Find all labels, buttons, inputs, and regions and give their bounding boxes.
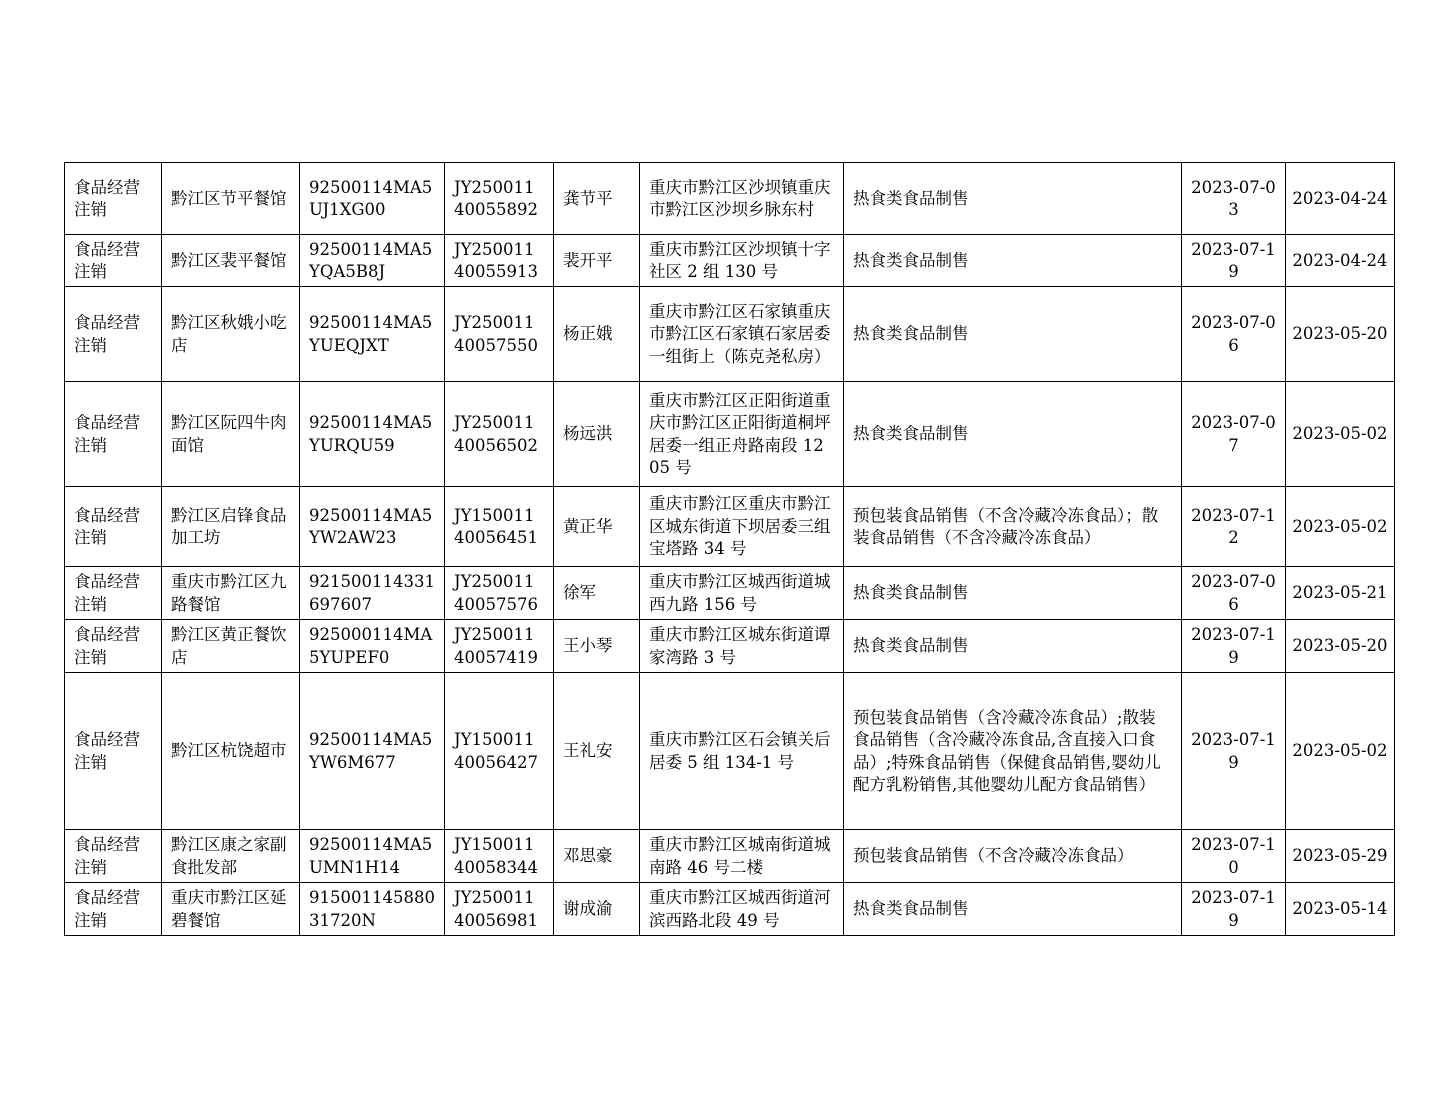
business-name-cell: 黔江区启锋食品加工坊 (162, 487, 300, 567)
business-scope-cell: 热食类食品制售 (844, 163, 1182, 235)
address-cell: 重庆市黔江区城西街道城西九路 156 号 (640, 567, 844, 620)
issue-date-cell: 2023-05-29 (1286, 830, 1395, 883)
business-scope-cell: 预包装食品销售（含冷藏冷冻食品）;散装食品销售（含冷藏冷冻食品,含直接入口食品）;特殊食品销售（保健食品销售,婴幼儿配方乳粉销售,其他婴幼儿配方食品销售） (844, 673, 1182, 830)
business-name-cell: 黔江区康之家副食批发部 (162, 830, 300, 883)
responsible-person-cell: 黄正华 (554, 487, 640, 567)
cancel-date-cell: 2023-07-19 (1182, 883, 1286, 936)
license-number-cell: JY15001140056427 (445, 673, 554, 830)
address-cell: 重庆市黔江区石会镇关后居委 5 组 134-1 号 (640, 673, 844, 830)
responsible-person-cell: 杨远洪 (554, 382, 640, 487)
issue-date-cell: 2023-05-20 (1286, 620, 1395, 673)
address-cell: 重庆市黔江区重庆市黔江区城东街道下坝居委三组宝塔路 34 号 (640, 487, 844, 567)
business-scope-cell: 热食类食品制售 (844, 235, 1182, 287)
responsible-person-cell: 裴开平 (554, 235, 640, 287)
record-type-cell: 食品经营注销 (65, 382, 162, 487)
responsible-person-cell: 邓思豪 (554, 830, 640, 883)
record-type-cell: 食品经营注销 (65, 620, 162, 673)
cancel-date-cell: 2023-07-06 (1182, 567, 1286, 620)
license-number-cell: JY25001140056502 (445, 382, 554, 487)
business-scope-cell: 热食类食品制售 (844, 287, 1182, 382)
issue-date-cell: 2023-04-24 (1286, 163, 1395, 235)
table-row (65, 487, 1395, 567)
cancel-date-cell: 2023-07-10 (1182, 830, 1286, 883)
issue-date-cell: 2023-05-21 (1286, 567, 1395, 620)
address-cell: 重庆市黔江区沙坝镇重庆市黔江区沙坝乡脉东村 (640, 163, 844, 235)
record-type-cell: 食品经营注销 (65, 163, 162, 235)
table-row (65, 620, 1395, 673)
responsible-person-cell: 杨正娥 (554, 287, 640, 382)
credit-code-cell: 92500114MA5YUEQJXT (300, 287, 445, 382)
credit-code-cell: 92500114MA5YURQU59 (300, 382, 445, 487)
business-name-cell: 黔江区阮四牛肉面馆 (162, 382, 300, 487)
business-name-cell: 黔江区秋娥小吃店 (162, 287, 300, 382)
record-type-cell: 食品经营注销 (65, 567, 162, 620)
business-name-cell: 重庆市黔江区九路餐馆 (162, 567, 300, 620)
table-row (65, 287, 1395, 382)
records-table-body (65, 163, 1395, 936)
responsible-person-cell: 王礼安 (554, 673, 640, 830)
cancel-date-cell: 2023-07-19 (1182, 673, 1286, 830)
cancel-date-cell: 2023-07-06 (1182, 287, 1286, 382)
address-cell: 重庆市黔江区正阳街道重庆市黔江区正阳街道桐坪居委一组正舟路南段 1205 号 (640, 382, 844, 487)
address-cell: 重庆市黔江区城南街道城南路 46 号二楼 (640, 830, 844, 883)
business-name-cell: 黔江区黄正餐饮店 (162, 620, 300, 673)
address-cell: 重庆市黔江区城东街道谭家湾路 3 号 (640, 620, 844, 673)
business-scope-cell: 预包装食品销售（不含冷藏冷冻食品）；散装食品销售（不含冷藏冷冻食品） (844, 487, 1182, 567)
business-scope-cell: 热食类食品制售 (844, 620, 1182, 673)
responsible-person-cell: 王小琴 (554, 620, 640, 673)
issue-date-cell: 2023-05-14 (1286, 883, 1395, 936)
credit-code-cell: 925000114MA5YUPEF0 (300, 620, 445, 673)
credit-code-cell: 92500114MA5UMN1H14 (300, 830, 445, 883)
business-scope-cell: 热食类食品制售 (844, 567, 1182, 620)
issue-date-cell: 2023-05-02 (1286, 487, 1395, 567)
issue-date-cell: 2023-05-20 (1286, 287, 1395, 382)
table-row (65, 382, 1395, 487)
records-table (64, 162, 1395, 936)
issue-date-cell: 2023-05-02 (1286, 382, 1395, 487)
license-number-cell: JY15001140058344 (445, 830, 554, 883)
address-cell: 重庆市黔江区石家镇重庆市黔江区石家镇石家居委一组街上（陈克尧私房） (640, 287, 844, 382)
responsible-person-cell: 谢成渝 (554, 883, 640, 936)
cancel-date-cell: 2023-07-12 (1182, 487, 1286, 567)
business-name-cell: 黔江区杭饶超市 (162, 673, 300, 830)
issue-date-cell: 2023-04-24 (1286, 235, 1395, 287)
business-name-cell: 黔江区节平餐馆 (162, 163, 300, 235)
credit-code-cell: 92500114MA5UJ1XG00 (300, 163, 445, 235)
table-row (65, 883, 1395, 936)
credit-code-cell: 92500114MA5YW2AW23 (300, 487, 445, 567)
license-number-cell: JY25001140057576 (445, 567, 554, 620)
cancel-date-cell: 2023-07-19 (1182, 620, 1286, 673)
credit-code-cell: 91500114588031720N (300, 883, 445, 936)
business-scope-cell: 热食类食品制售 (844, 382, 1182, 487)
license-number-cell: JY25001140056981 (445, 883, 554, 936)
business-name-cell: 重庆市黔江区延碧餐馆 (162, 883, 300, 936)
responsible-person-cell: 龚节平 (554, 163, 640, 235)
table-row (65, 567, 1395, 620)
record-type-cell: 食品经营注销 (65, 235, 162, 287)
license-number-cell: JY25001140055892 (445, 163, 554, 235)
business-scope-cell: 热食类食品制售 (844, 883, 1182, 936)
license-number-cell: JY25001140055913 (445, 235, 554, 287)
credit-code-cell: 92500114MA5YQA5B8J (300, 235, 445, 287)
record-type-cell: 食品经营注销 (65, 673, 162, 830)
record-type-cell: 食品经营注销 (65, 883, 162, 936)
responsible-person-cell: 徐军 (554, 567, 640, 620)
license-number-cell: JY25001140057419 (445, 620, 554, 673)
record-type-cell: 食品经营注销 (65, 830, 162, 883)
license-number-cell: JY15001140056451 (445, 487, 554, 567)
table-row (65, 235, 1395, 287)
table-row (65, 830, 1395, 883)
credit-code-cell: 92500114MA5YW6M677 (300, 673, 445, 830)
address-cell: 重庆市黔江区城西街道河滨西路北段 49 号 (640, 883, 844, 936)
cancel-date-cell: 2023-07-19 (1182, 235, 1286, 287)
business-name-cell: 黔江区裴平餐馆 (162, 235, 300, 287)
license-number-cell: JY25001140057550 (445, 287, 554, 382)
record-type-cell: 食品经营注销 (65, 287, 162, 382)
address-cell: 重庆市黔江区沙坝镇十字社区 2 组 130 号 (640, 235, 844, 287)
cancel-date-cell: 2023-07-03 (1182, 163, 1286, 235)
table-row (65, 673, 1395, 830)
issue-date-cell: 2023-05-02 (1286, 673, 1395, 830)
credit-code-cell: 921500114331697607 (300, 567, 445, 620)
record-type-cell: 食品经营注销 (65, 487, 162, 567)
business-scope-cell: 预包装食品销售（不含冷藏冷冻食品） (844, 830, 1182, 883)
cancel-date-cell: 2023-07-07 (1182, 382, 1286, 487)
table-row (65, 163, 1395, 235)
